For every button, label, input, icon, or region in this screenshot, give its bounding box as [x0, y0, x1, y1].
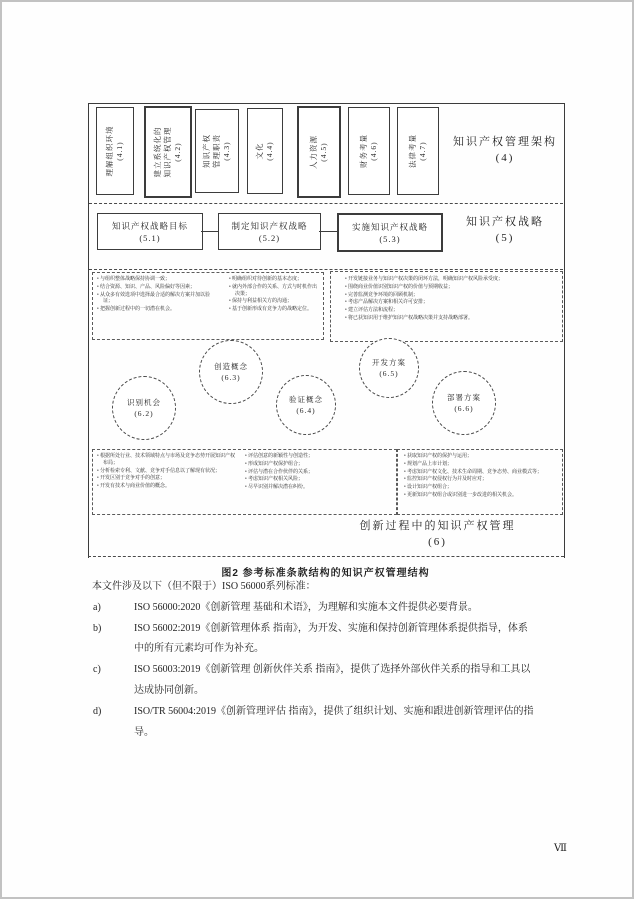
list-line: • 开发区别于竞争对手的创意； [97, 476, 166, 482]
list-line: (5) [495, 232, 515, 244]
strategy-box-5-1 [97, 213, 203, 250]
circle-validate-concepts [276, 375, 336, 435]
list-line: • 把握创新过程中的一切潜在机会。 [97, 307, 176, 313]
list-line: • 围绕商业价值识别知识产权的价值与预期收益； [345, 284, 454, 290]
list-line: 建立系统化的 [153, 126, 162, 178]
framework-box-4-5 [297, 106, 341, 198]
list-line: 人力资源 [309, 135, 318, 169]
process-notes-col1 [97, 454, 237, 492]
list-line: • 根据所处行业、技术领域特点与市场及竞争态势开展知识产权布局； [97, 454, 236, 466]
list-line: (6) [428, 536, 447, 548]
list-line: (5.3) [379, 233, 401, 244]
process-notes-left-box [92, 449, 397, 515]
list-item-a [60, 598, 582, 619]
list-line: • 更新知识产权组合或识别进一步改进的相关机会。 [404, 492, 518, 498]
list-line: (4) [495, 152, 515, 164]
strategy-notes-left-col2 [229, 277, 319, 315]
list-line: • 监控知识产权侵权行为并及时应对； [404, 477, 488, 483]
framework-box-4-3-label [202, 134, 232, 168]
list-line: ISO/TR 56004:2019《创新管理评估 指南》，提供了组织计划、实施和跟进创新管理评估的指 [134, 705, 534, 717]
list-line: • 尽早识别并解决潜在纠纷。 [245, 485, 309, 491]
list-line: • 结合资源、知识、产品、风险偏好等因素； [97, 284, 196, 290]
list-item-c-text [134, 660, 582, 702]
list-item-d [60, 702, 582, 744]
list-item-a-label: a) [93, 601, 101, 613]
list-line: 识别机会 [127, 398, 161, 407]
diagram-bottom-dashed-line [88, 556, 564, 557]
framework-box-4-3 [195, 109, 239, 193]
list-line: • 规划产品上市计划； [404, 461, 453, 467]
list-line: • 获取知识产权的保护与运用； [404, 454, 473, 459]
section6-label [330, 518, 545, 550]
list-line: • 明确组织对待创新的基本态度； [229, 277, 303, 282]
list-line: 知识产权管理架构 [453, 136, 557, 148]
process-notes-right-list [404, 454, 556, 501]
list-item-b-text [134, 619, 582, 661]
list-item-b [60, 619, 582, 661]
list-line: • 评估与潜在合作伙伴的关系； [245, 469, 314, 475]
list-line: • 考虑知识产权相关风险； [245, 477, 304, 483]
list-line: 知识产权战略目标 [111, 220, 188, 231]
framework-box-4-2 [144, 106, 192, 198]
list-line: • 从众多有效选项中选择最合适的解决方案并加以验证； [97, 292, 211, 305]
list-item-d-label: d) [93, 705, 102, 717]
list-line: 达成协同创新。 [134, 684, 204, 696]
circle-identify-opportunities [112, 376, 176, 440]
framework-box-4-7 [397, 107, 439, 195]
list-line: • 评估创意的新颖性与创造性； [245, 454, 314, 459]
list-line: (6.3) [221, 373, 241, 382]
list-line: 验证概念 [289, 395, 323, 404]
list-line: 部署方案 [447, 393, 481, 402]
list-line: (5.1) [139, 232, 161, 243]
list-line: 知识产权管理 [163, 126, 172, 178]
framework-box-4-1-label [105, 126, 125, 177]
list-line: 实施知识产权战略 [351, 221, 428, 232]
framework-box-4-6 [348, 107, 390, 195]
framework-box-4-7-label [408, 134, 428, 168]
section5-label [450, 214, 560, 246]
list-line: (6.5) [379, 369, 399, 378]
framework-box-4-5-label [309, 135, 329, 169]
list-line: • 开发有技术与商业价值的概念。 [97, 484, 171, 490]
list-line: (4.3) [222, 141, 231, 161]
framework-box-4-4 [247, 108, 283, 194]
list-line: 导。 [134, 726, 154, 738]
list-line: • 与组织整体战略保持协调一致； [97, 277, 171, 282]
list-line: • 考虑知识产权文化、技术生命周期、竞争态势、商业模式等； [404, 469, 543, 475]
list-line: (5.2) [258, 232, 281, 243]
strategy-notes-right-list [345, 277, 555, 324]
list-line: 制定知识产权战略 [231, 220, 308, 231]
list-line: 理解组织环境 [105, 125, 114, 177]
list-line: (4.2) [173, 142, 182, 162]
section5-6-separator [89, 269, 563, 270]
connector-5-1-5-2 [201, 231, 218, 232]
list-line: • 建立评估方法和流程； [345, 308, 399, 314]
strategy-notes-left-box [92, 272, 324, 340]
list-line: 知识产权 [202, 134, 211, 168]
list-line: • 保持与利益相关方的沟通； [229, 299, 293, 305]
framework-box-4-4-label [255, 141, 275, 160]
list-item-b-label: b) [93, 622, 102, 634]
list-line: • 基于创新形成有竞争力的战略定位。 [229, 307, 313, 313]
list-line: 创造概念 [214, 362, 248, 371]
list-line: (4.6) [369, 141, 378, 161]
list-line: • 开发链接业务与知识产权决策的闭环方法，明确知识产权风险承受度； [345, 277, 504, 282]
list-line: (4.7) [418, 141, 427, 161]
list-line: 知识产权战略 [466, 216, 544, 228]
list-line: ISO 56000:2020《创新管理 基础和术语》，为理解和实施本文件提供必要背景。 [134, 601, 478, 613]
list-line: 开发方案 [372, 358, 406, 367]
list-line: (6.6) [454, 404, 474, 413]
list-item-c-label: c) [93, 664, 101, 676]
strategy-box-5-2 [218, 213, 321, 250]
strategy-notes-right-box [330, 271, 563, 342]
list-line: 财务考量 [359, 134, 368, 168]
list-line: (4.4) [265, 141, 274, 161]
list-line: 管理职责 [212, 134, 221, 168]
connector-5-2-5-3 [319, 231, 337, 232]
list-line: (4.5) [319, 142, 328, 162]
list-line: ISO 56002:2019《创新管理体系 指南》，为开发、实施和保持创新管理体系提供指导，体系 [134, 622, 528, 634]
list-line: ISO 56003:2019《创新管理 创新伙伴关系 指南》，提供了选择外部伙伴关系的指导和工具以 [134, 664, 531, 676]
list-item-d-text [134, 702, 582, 744]
circle-create-concepts [199, 340, 263, 404]
strategy-notes-left-col1 [97, 277, 217, 315]
list-item-a-text [134, 598, 582, 619]
intro-line: 本文件涉及以下（但不限于）ISO 56000系列标准： [92, 581, 316, 592]
page-number: Ⅶ [554, 843, 568, 854]
process-notes-right-box [397, 449, 563, 515]
list-line: (6.2) [134, 409, 154, 418]
list-line: • 完善监测竞争环境的回顾机制； [345, 292, 419, 298]
body-text [60, 577, 582, 743]
list-line: • 将已获知识用于维护知识产权战略决策并支持战略部署。 [345, 315, 474, 321]
list-line: 创新过程中的知识产权管理 [359, 520, 516, 532]
list-line: • 形成知识产权保护组合； [245, 461, 304, 467]
list-line: 法律考量 [408, 134, 417, 168]
framework-box-4-1 [96, 107, 134, 195]
circle-deploy-solutions [432, 371, 496, 435]
list-line: (4.1) [115, 141, 124, 161]
list-line: • 就内外部合作的关系、方式与时机作出决策； [229, 284, 318, 297]
list-item-c [60, 660, 582, 702]
figure-caption: 图2 参考标准条款结构的知识产权管理结构 [221, 568, 430, 579]
list-line: • 分析检索专利、文献、竞争对手信息以了解现有状况； [97, 468, 221, 474]
process-notes-col2 [245, 454, 390, 493]
list-line: (6.4) [296, 406, 316, 415]
list-line: • 考虑产品解决方案和相关许可安排； [345, 300, 429, 306]
section4-5-separator [89, 203, 563, 204]
framework-box-4-6-label [359, 134, 379, 168]
list-line: • 设计知识产权组合； [404, 485, 453, 491]
framework-box-4-2-label [153, 127, 183, 178]
list-line: 文化 [255, 142, 264, 160]
strategy-box-5-3 [337, 213, 443, 252]
circle-develop-solutions [359, 338, 419, 398]
section4-label [450, 134, 560, 166]
list-line: 中的所有元素均可作为补充。 [134, 643, 264, 655]
